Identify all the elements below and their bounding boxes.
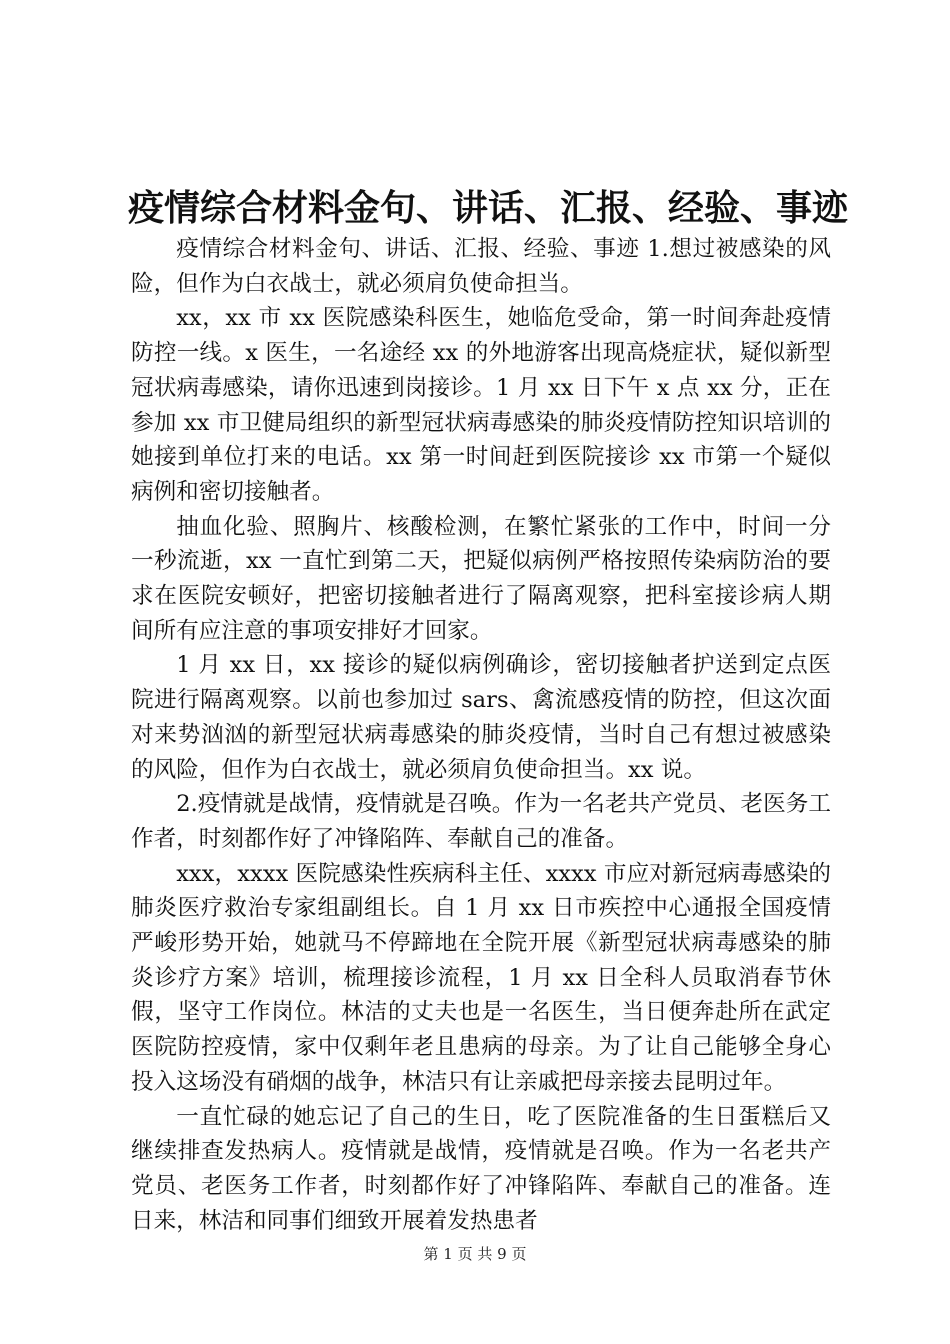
paragraph-7: 一直忙碌的她忘记了自己的生日，吃了医院准备的生日蛋糕后又继续排查发热病人。疫情就是战情，疫情就是召唤。作为一名老共产党员、老医务工作者，时刻都作好了冲锋陷阵、奉献自己的准备。连日来，林洁和同事们细致开展着发热患者 [131,1103,831,1234]
document-body [131,232,831,1238]
paragraph-6: xxx，xxxx 医院感染性疾病科主任、xxxx 市应对新冠病毒感染的肺炎医疗救治专家组副组长。自 1 月 xx 日市疾控中心通报全国疫情严峻形势开始，她就马不停蹄地在全院开展《新型冠状病毒感染的肺炎诊疗方案》培训，梳理接诊流程，1 月 xx 日全科人员取消春节休假，坚守工作岗位。林洁的丈夫也是一名医生，当日便奔赴所在武定医院防控疫情，家中仅剩年老且患病的母亲。为了让自己能够全身心投入这场没有硝烟的战争，林洁只有让亲戚把母亲接去昆明过年。 [131,860,831,1095]
paragraph-5: 2.疫情就是战情，疫情就是召唤。作为一名老共产党员、老医务工作者，时刻都作好了冲锋陷阵、奉献自己的准备。 [131,791,831,852]
paragraph-3: 抽血化验、照胸片、核酸检测，在繁忙紧张的工作中，时间一分一秒流逝，xx 一直忙到第二天，把疑似病例严格按照传染病防治的要求在医院安顿好，把密切接触者进行了隔离观察，把科室接诊病人期间所有应注意的事项安排好才回家。 [131,513,831,644]
document-title: 疫情综合材料金句、讲话、汇报、经验、事迹 [128,188,849,229]
paragraph-2: xx，xx 市 xx 医院感染科医生，她临危受命，第一时间奔赴疫情防控一线。x 医生，一名途经 xx 的外地游客出现高烧症状，疑似新型冠状病毒感染，请你迅速到岗接诊。1 月 xx 日下午 x 点 xx 分，正在参加 xx 市卫健局组织的新型冠状病毒感染的肺炎疫情防控知识培训的她接到单位打来的电话。xx 第一时间赶到医院接诊 xx 市第一个疑似病例和密切接触者。 [131,305,831,505]
page-number-footer: 第 1 页 共 9 页 [423,1245,527,1263]
paragraph-1: 疫情综合材料金句、讲话、汇报、经验、事迹 1.想过被感染的风险，但作为白衣战士，就必须肩负使命担当。 [131,236,831,297]
paragraph-4: 1 月 xx 日，xx 接诊的疑似病例确诊，密切接触者护送到定点医院进行隔离观察。以前也参加过 sars、禽流感疫情的防控，但这次面对来势汹汹的新型冠状病毒感染的肺炎疫情，当时自己有想过被感染的风险，但作为白衣战士，就必须肩负使命担当。xx 说。 [131,652,831,783]
